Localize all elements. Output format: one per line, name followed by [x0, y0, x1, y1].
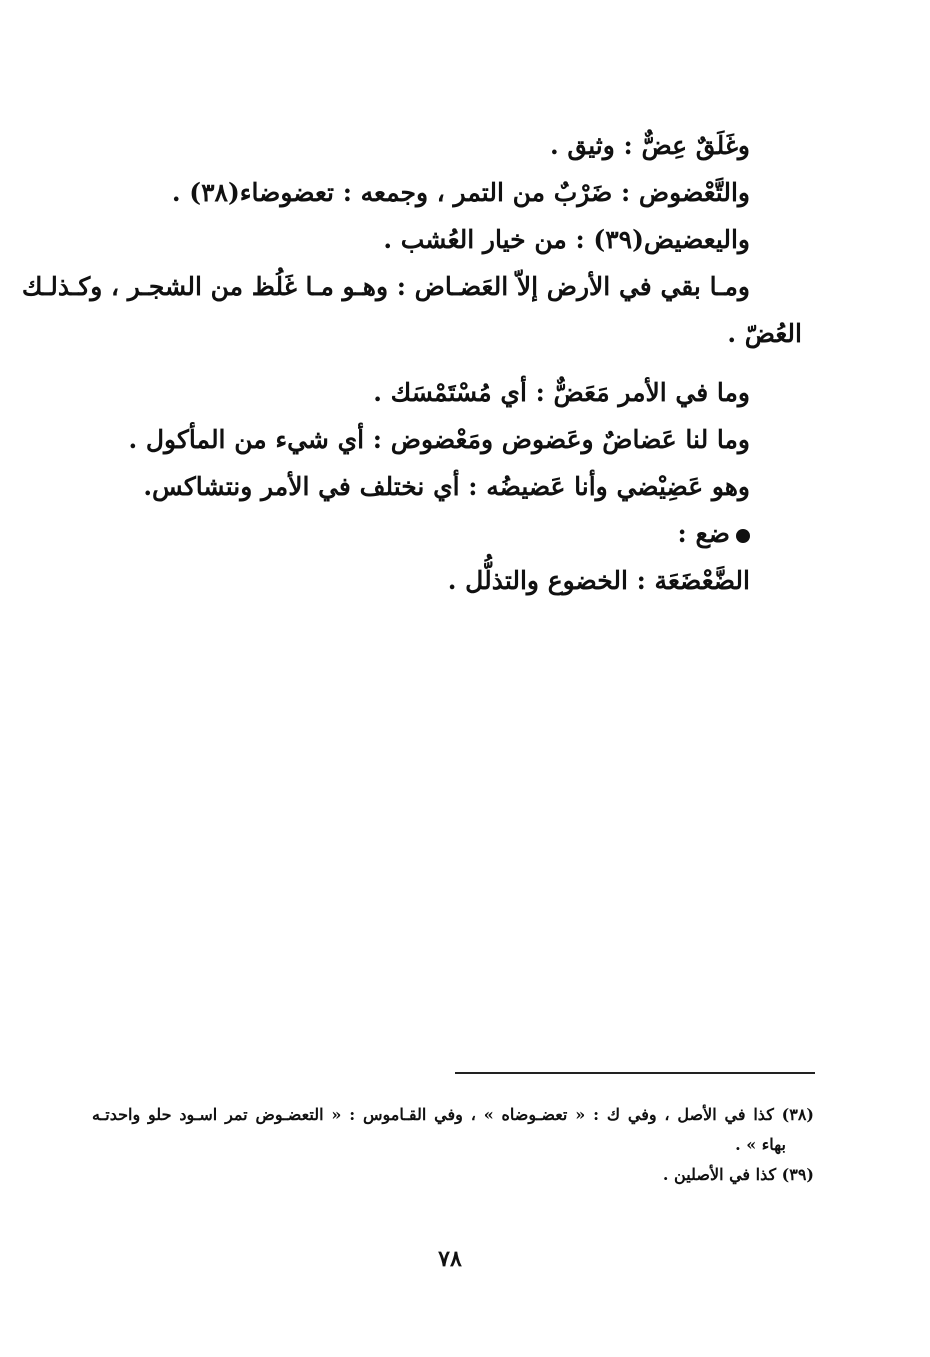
bullet-dot-icon	[736, 529, 750, 543]
entry-line-2: والتَّعْضوض : ضَرْبٌ من التمر ، وجمعه : تعضوضاء(٣٨) .	[171, 178, 750, 207]
entry-line-7: وهو عَضِيْضي وأنا عَضيضُه : أي نختلف في الأمر ونتشاكس.	[143, 472, 750, 501]
section-heading	[70, 510, 750, 557]
entry-line-5: وما في الأمر مَعَضٌّ : أي مُسْتَمْسَك .	[373, 378, 750, 407]
main-text	[21, 122, 802, 604]
entry-line-1: وغَلَقٌ عِضٌّ : وثيق .	[550, 131, 750, 160]
page-number: ٧٨	[438, 1246, 462, 1272]
footnote-38-line-1: (٣٨) كذا في الأصل ، وفي ك : « تعضـوضاه » ، وفي القـاموس : « التعضـوض تمر اسـود حلو واحدتـه	[92, 1105, 814, 1124]
footnotes	[92, 1100, 814, 1190]
footnote-divider	[455, 1072, 815, 1074]
footnote-39: (٣٩) كذا في الأصلين .	[662, 1165, 814, 1184]
entry-line-3: واليعضيض(٣٩) : من خيار العُشب .	[383, 225, 750, 254]
section-entry: الضَّعْضَعَة : الخضوع والتذلُّل .	[447, 566, 750, 595]
entry-line-4-continuation: العُضّ .	[727, 319, 802, 348]
entry-line-4: ومـا بقي في الأرض إلاّ العَضـاض : وهـو مـا غَلُظ من الشجـر ، وكـذلـك	[21, 272, 750, 301]
footnote-38-line-2: بهاء » .	[735, 1135, 786, 1154]
entry-line-6: وما لنا عَضاضٌ وعَضوض ومَعْضوض : أي شيء من المأكول .	[128, 425, 750, 454]
section-heading-label: ضع :	[677, 519, 730, 548]
